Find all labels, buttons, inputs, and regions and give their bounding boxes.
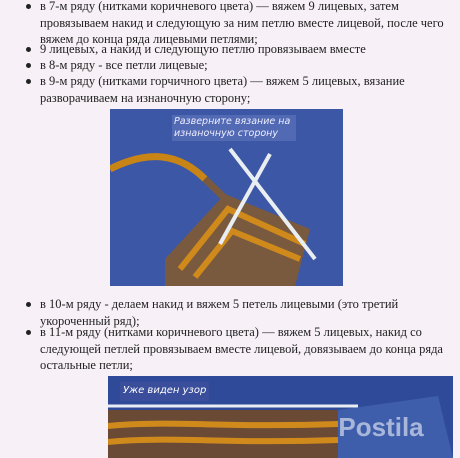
photo-caption: Уже виден узор — [120, 382, 209, 401]
list-item-row11 — [40, 324, 446, 374]
bullet-icon — [26, 63, 31, 68]
bullet-icon — [26, 79, 31, 84]
photo-caption: Разверните вязание на изнаночную сторону — [172, 115, 296, 141]
bullet-icon — [26, 330, 31, 335]
knitting-photo-turn — [110, 109, 343, 286]
bullet-icon — [26, 4, 31, 9]
list-item-text: в 11-м ряду (нитками коричневого цвета) — вяжем 5 лицевых, накид со следующей петлей провязываем вместе лицевой, довязываем до конца ряда остальные петли; — [40, 325, 443, 372]
list-item-text: в 7-м ряду (нитками коричневого цвета) — вяжем 9 лицевых, затем провязываем накид и следующую за ним петлю вместе лицевой, после чего вяжем до конца ряда лицевыми петлями; — [40, 0, 444, 46]
bullet-icon — [26, 47, 31, 52]
svg-text:Postila: Postila — [338, 412, 424, 442]
postila-logo — [321, 406, 441, 448]
list-item-text: 9 лицевых, а накид и следующую петлю провязываем вместе — [40, 42, 366, 56]
list-item-row8 — [40, 57, 446, 74]
list-item-row7-note — [40, 41, 446, 58]
list-item-row9 — [40, 73, 446, 106]
list-item-text: в 9-м ряду (нитками горчичного цвета) — вяжем 5 лицевых, вязание разворачиваем на изнаночную сторону; — [40, 74, 405, 105]
list-item-text: в 10-м ряду - делаем накид и вяжем 5 петель лицевыми (это третий укороченный ряд); — [40, 297, 399, 328]
bullet-icon — [26, 302, 31, 307]
list-item-text: в 8-м ряду - все петли лицевые; — [40, 58, 208, 72]
knitting-photo-pattern — [108, 376, 453, 458]
